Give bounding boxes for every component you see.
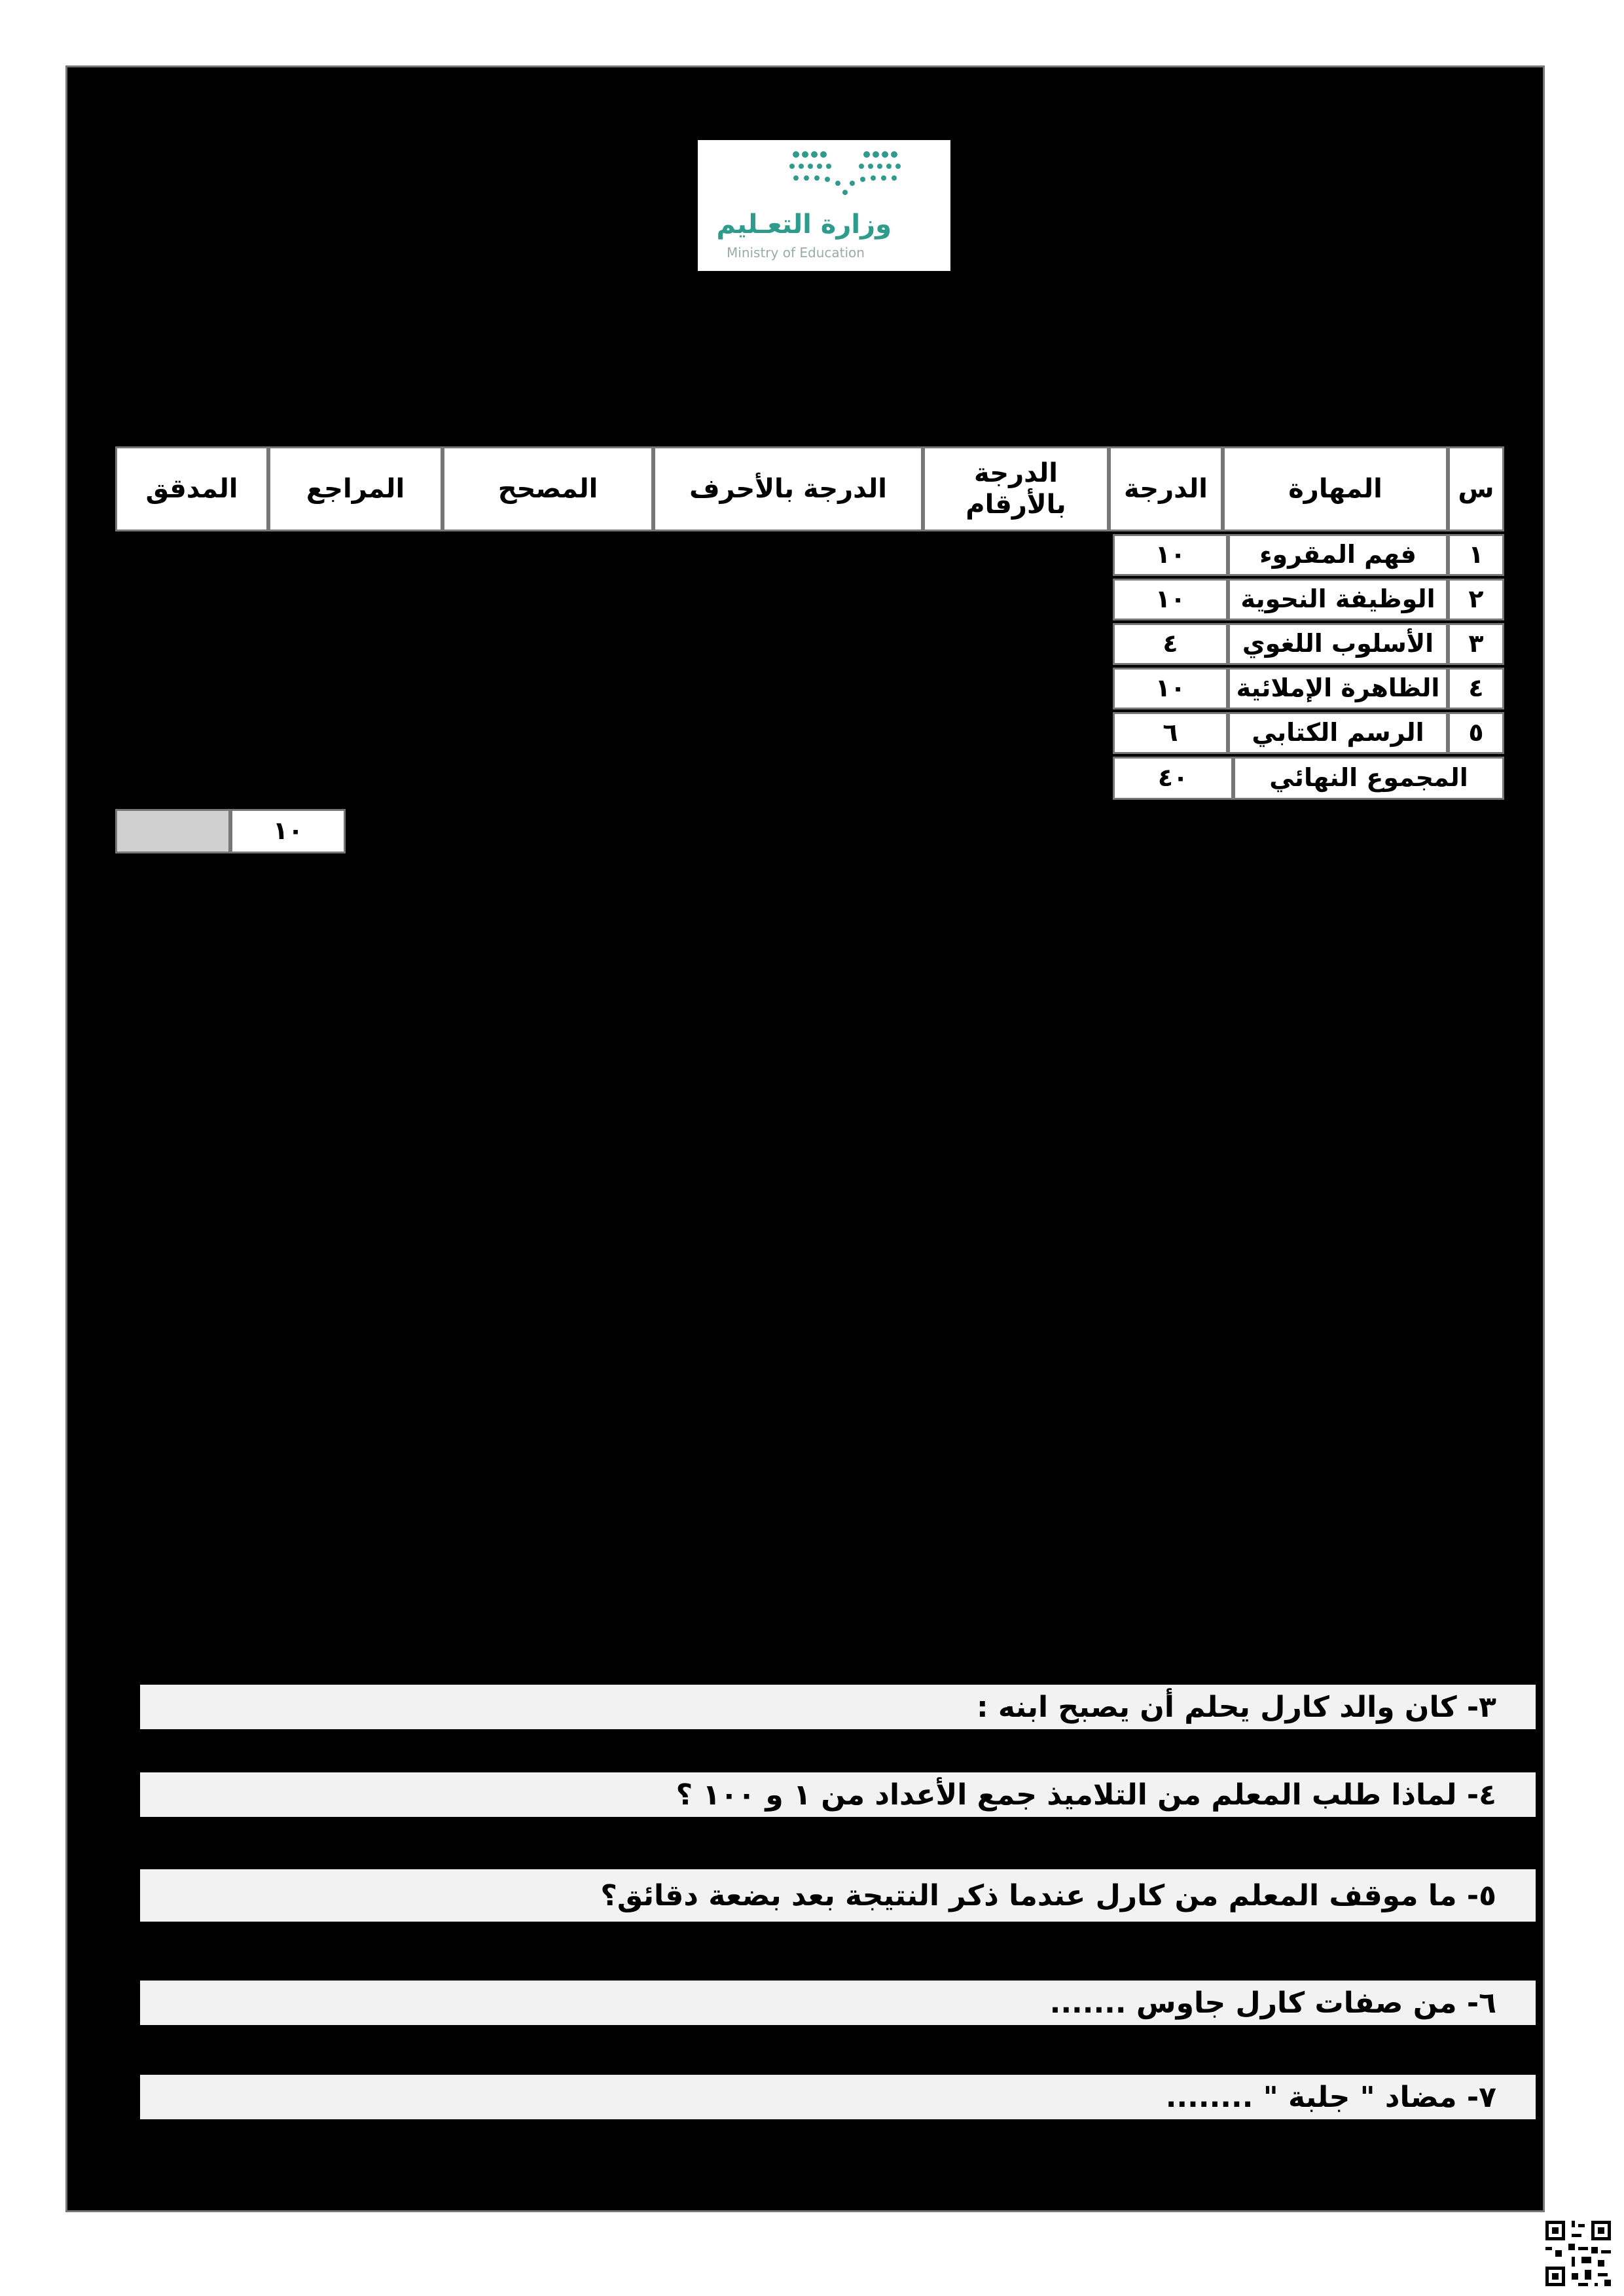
logo-dots-icon [783, 147, 907, 199]
row-skill: الظاهرة الإملائية [1228, 668, 1448, 709]
header-grade-letters: الدرجة بالأحرف [653, 446, 923, 531]
header-grade: الدرجة [1109, 446, 1223, 531]
total-grade: ٤٠ [1113, 757, 1233, 800]
header-corrector: المصحح [442, 446, 653, 531]
row-num: ١ [1448, 534, 1504, 576]
logo-english-text: Ministry of Education [727, 245, 865, 260]
question-7: ٧- مضاد " جلبة " ........ [140, 2075, 1536, 2119]
question-3: ٣- كان والد كارل يحلم أن يصبح ابنه : [140, 1685, 1536, 1729]
question-4: ٤- لماذا طلب المعلم من التلاميذ جمع الأعداد من ١ و ١٠٠ ؟ [140, 1772, 1536, 1817]
question-5: ٥- ما موقف المعلم من كارل عندما ذكر النتيجة بعد بضعة دقائق؟ [140, 1869, 1536, 1922]
header-grade-digits: الدرجة بالأرقام [923, 446, 1109, 531]
total-label: المجموع النهائي [1233, 757, 1504, 800]
header-reviewer: المراجع [268, 446, 442, 531]
header-num: س [1448, 446, 1504, 531]
row-num: ٢ [1448, 579, 1504, 620]
logo-arabic-text: وزارة التعـليم [716, 209, 892, 240]
row-grade: ١٠ [1113, 668, 1228, 709]
row-num: ٤ [1448, 668, 1504, 709]
row-grade: ١٠ [1113, 534, 1228, 576]
header-auditor: المدقق [115, 446, 268, 531]
row-skill: الأسلوب اللغوي [1228, 623, 1448, 665]
row-grade: ٤ [1113, 623, 1228, 665]
header-skill: المهارة [1223, 446, 1448, 531]
qr-code-icon [1542, 2217, 1614, 2289]
row-num: ٥ [1448, 712, 1504, 754]
question-6: ٦- من صفات كارل جاوس ....... [140, 1981, 1536, 2025]
row-skill: الوظيفة النحوية [1228, 579, 1448, 620]
row-num: ٣ [1448, 623, 1504, 665]
row-grade: ١٠ [1113, 579, 1228, 620]
row-skill: فهم المقروء [1228, 534, 1448, 576]
row-skill: الرسم الكتابي [1228, 712, 1448, 754]
score-blank [115, 809, 230, 853]
row-grade: ٦ [1113, 712, 1228, 754]
ministry-logo [698, 140, 950, 271]
score-value: ١٠ [230, 809, 346, 853]
